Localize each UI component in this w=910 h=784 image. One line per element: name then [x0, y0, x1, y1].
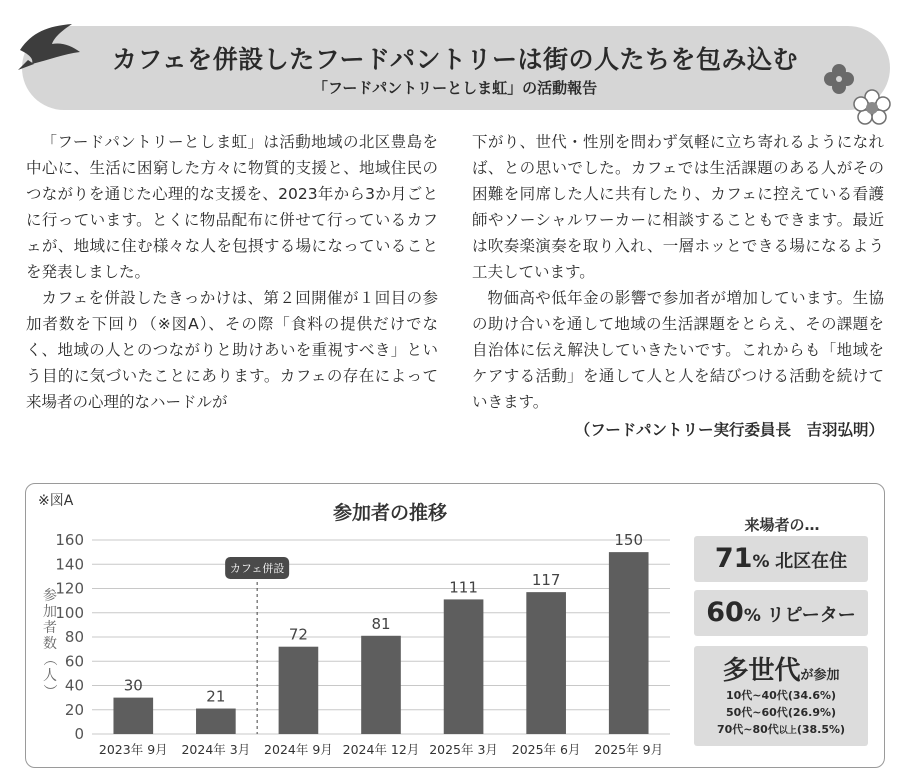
x-tick-label: 2025年 9月 — [594, 742, 664, 757]
x-tick-label: 2024年 12月 — [342, 742, 420, 757]
article-right-column — [472, 129, 884, 443]
y-tick-label: 80 — [64, 628, 84, 646]
y-tick-label: 140 — [55, 555, 84, 574]
y-tick-label: 0 — [74, 725, 84, 743]
y-tick-label: 40 — [64, 676, 84, 695]
bar-value-label: 21 — [206, 687, 226, 706]
age-row — [694, 687, 868, 704]
y-tick-label: 120 — [55, 579, 84, 598]
chart-title: 参加者の推移 — [332, 502, 447, 524]
y-axis-label-char: ） — [41, 684, 57, 698]
x-tick-label: 2025年 6月 — [511, 742, 581, 757]
age-suffix: 以上 — [778, 726, 797, 736]
stat-repeater-value: 60 — [706, 597, 744, 628]
age-row — [694, 704, 868, 721]
y-axis-label-char: 加 — [43, 604, 57, 620]
article-paragraph-2: カフェを併設したきっかけは、第２回開催が１回目の参加者数を下回り（※図A）、その際「食料の提供だけでなく、地域の人とのつながりと助けあいを重視すべき」という目的に気づいたことにあります。カフェの存在によって来場者の心理的なハードルが — [26, 289, 438, 411]
bar — [609, 552, 649, 734]
age-range: 10代~40代 — [725, 689, 788, 702]
x-tick-label: 2023年 9月 — [98, 742, 168, 757]
x-tick-label: 2024年 9月 — [264, 742, 333, 757]
stat-kita-resident — [694, 536, 868, 582]
page-subtitle: 「フードパントリーとしま虹」の活動報告 — [312, 79, 598, 97]
age-percent: (26.9%) — [787, 706, 837, 719]
age-range: 70代~80代 — [716, 723, 779, 736]
y-axis-label-char: 数 — [43, 636, 57, 652]
page-title: カフェを併設したフードパントリーは街の人たちを包み込む — [111, 45, 798, 74]
stat-repeater-label: リピーター — [766, 605, 856, 626]
y-axis-label-char: 者 — [43, 620, 57, 636]
y-axis-label-char: 人 — [43, 668, 57, 684]
article-paragraph-3: 物価高や低年金の影響で参加者が増加しています。生協の助け合いを通して地域の生活課題をとらえ、その課題を自治体に伝え解決していきたいです。これからも「地域をケアする活動」を通して人と人を結びつける活動を続けていきます。 — [472, 289, 884, 411]
stat-kita-label: 北区在住 — [775, 551, 848, 572]
visitors-heading: 来場者の… — [744, 516, 820, 534]
stat-multigen-label: が参加 — [800, 668, 840, 683]
article-paragraph-1: 「フードパントリーとしま虹」は活動地域の北区豊島を中心に、生活に困窮した方々に物質的支援と、地域住民のつながりを通じた心理的な支援を、2023年から3か月ごとに行っています。とくに物品配布に併せて行っているカフェが、地域に住む様々な人を包摂する場になっていることを発表しました。 — [26, 133, 438, 281]
x-tick-label: 2024年 3月 — [181, 742, 251, 757]
y-tick-label: 60 — [64, 652, 84, 671]
stat-kita-unit: % — [752, 552, 770, 572]
cafe-badge-label: カフェ併設 — [229, 562, 285, 575]
participants-bar-chart — [30, 525, 690, 765]
y-axis-label-char: （ — [41, 652, 57, 666]
bar — [526, 592, 566, 734]
x-tick-label: 2025年 3月 — [429, 742, 498, 757]
bar — [361, 636, 401, 734]
bar-value-label: 81 — [371, 614, 391, 633]
age-percent: (38.5%) — [796, 723, 846, 736]
bar — [444, 599, 484, 734]
stat-multi-generation — [694, 646, 868, 746]
article-paragraph-2-continued: 下がり、世代・性別を問わず気軽に立ち寄れるようになれば、との思いでした。カフェでは生活課題のある人がその困難を同席した人に共有したり、カフェに控えている看護師やソーシャルワーカーに相談することもできます。最近は吹奏楽演奏を取り入れ、一層ホッとできる場になるよう工夫しています。 — [472, 133, 884, 281]
stat-multigen-value: 多世代 — [722, 656, 801, 686]
age-row — [694, 721, 868, 740]
bar-value-label: 72 — [288, 625, 308, 644]
stat-kita-value: 71 — [714, 543, 753, 574]
bar — [279, 647, 319, 734]
age-range: 50代~60代 — [725, 706, 788, 719]
bar-value-label: 150 — [614, 531, 644, 550]
bar-value-label: 117 — [531, 571, 561, 590]
y-axis-label-char: 参 — [43, 588, 57, 604]
y-tick-label: 20 — [64, 700, 84, 719]
bar — [113, 698, 153, 734]
y-tick-label: 100 — [55, 603, 84, 622]
bar-value-label: 111 — [449, 578, 478, 597]
figure-label: ※図A — [38, 493, 74, 509]
bar-value-label: 30 — [123, 676, 143, 695]
stat-repeater-unit: % — [743, 606, 761, 626]
y-tick-label: 160 — [55, 531, 84, 549]
article-left-column — [26, 129, 438, 415]
stat-repeater — [694, 590, 868, 636]
bar — [196, 709, 236, 734]
article-signature: （フードパントリー実行委員長 吉羽弘明） — [574, 421, 884, 439]
age-percent: (34.6%) — [787, 689, 837, 702]
